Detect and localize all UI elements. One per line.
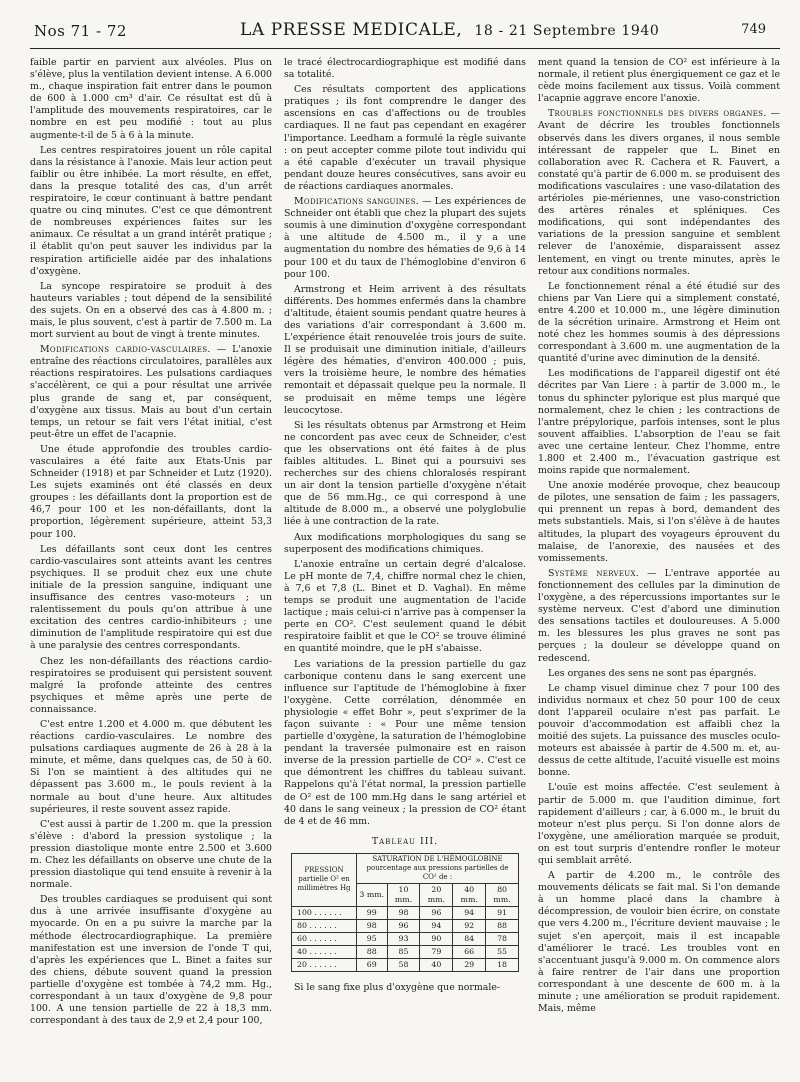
table-cell: 94 bbox=[453, 906, 486, 919]
article-columns bbox=[30, 57, 780, 1072]
paragraph bbox=[30, 344, 272, 441]
table-cell: 91 bbox=[486, 906, 519, 919]
journal-title: LA PRESSE MEDICALE, bbox=[240, 20, 463, 40]
table-cell: 78 bbox=[486, 932, 519, 945]
paragraph-text: — L'entrave apportée au fonctionnement des cellules par la diminution de l'oxygène, a des répercussions importantes sur le système nerveux. C'est d'abord une diminution des sensations tactiles et douloureuses. A 5.000 m. les blessures les plus graves ne sont pas perçues ; la douleur se développe quand on redescend. bbox=[538, 567, 780, 664]
paragraph: Si le sang fixe plus d'oxygène que normale- bbox=[294, 981, 501, 993]
paragraph: Les organes des sens ne sont pas épargnés. bbox=[548, 667, 757, 679]
table-cell: 98 bbox=[387, 906, 420, 919]
table-cell: 79 bbox=[420, 945, 453, 958]
column-2 bbox=[284, 57, 526, 1072]
table-row bbox=[292, 932, 519, 945]
paragraph-text: — Avant de décrire les troubles fonctionnels observés dans les divers organes, il nous semble intéressant de rappeler que L. Binet en collaboration avec R. Cachera et R. Fauvert, a constaté qu'à partir de 6.000 m. se produisent des modifications vasculaires : une vaso-dilatation des artérioles pie-mériennes, une vaso-constriction des artères rénales et spléniques. Ces modifications, qui sont indépendantes des variations de la pression sanguine et semblent relever de l'anoxémie, disparaissent assez lentement, en vingt ou trente minutes, après le retour aux conditions normales. bbox=[538, 108, 780, 277]
paragraph: Aux modifications morphologiques du sang se superposent des modifications chimiques. bbox=[284, 531, 526, 555]
table-cell: 95 bbox=[357, 932, 388, 945]
paragraph: Ces résultats comportent des applications pratiques ; ils font comprendre le danger des ascensions en cas d'affections ou de troubles cardiaques. Il ne faut pas cependant en exagérer l'importance. Leedham a formulé la règle suivante : on peut accepter comme pilote tout individu qui a été capable d'exécuter un travail physique pendant douze heures consécutives, sans avoir eu de réactions cardiaques anormales. bbox=[284, 84, 526, 192]
paragraph: A partir de 4.200 m., le contrôle des mouvements délicats se fait mal. Si l'on demande à un homme placé dans la chambre à décompression, de vouloir bien écrire, on constate que vers 4.200 m., l'écriture devient mauvaise ; le sujet s'en aperçoit, mais il est incapable d'améliorer le tracé. Les troubles vont en s'accentuant jusqu'à 9.000 m. On commence alors à faire rentrer de l'air dans une proportion correspondant à une descente de 600 m. à la minute ; une amélioration se produit rapidement. Mais, même bbox=[538, 870, 780, 1015]
paragraph-text: — Les expériences de Schneider ont établi que chez la plupart des sujets soumis à une diminution d'oxygène correspondant à une altitude de 4.500 m., il y a une augmentation du nombre des hématies de 9,6 à 14 pour 100 et du taux de l'hémoglobine d'environ 6 pour 100. bbox=[284, 196, 526, 280]
table-cell: 29 bbox=[453, 958, 486, 971]
journal-title-line bbox=[240, 20, 659, 40]
paragraph: Armstrong et Heim arrivent à des résultats différents. Des hommes enfermés dans la chambre d'altitude, étaient soumis pendant quatre heures à des variations d'air correspondant à 3.600 m. L'expérience était renouvelée trois jours de suite. Il se produisait une diminution initiale, d'ailleurs légère des hématies, d'environ 400.000 ; puis, vers la troisième heure, le nombre des hématies remontait et dépassait quelque peu la normale. Il se produisait en même temps une légère leucocytose. bbox=[284, 283, 526, 416]
table-cell: 93 bbox=[387, 932, 420, 945]
page-number: 749 bbox=[741, 22, 766, 37]
table-cell: 69 bbox=[357, 958, 388, 971]
table-row bbox=[292, 945, 519, 958]
table-cell: 84 bbox=[453, 932, 486, 945]
paragraph: Une étude approfondie des troubles cardio-vasculaires a été faite aux Etats-Unis par Schneider (1918) et par Schneider et Lutz (1920). Les sujets examinés ont été classés en deux groupes : les défaillants dont la proportion est de 46,7 pour 100 et les non-défaillants, dont la proportion, légèrement supérieure, atteint 53,3 pour 100. bbox=[30, 443, 272, 540]
issue-date: 18 - 21 Septembre 1940 bbox=[474, 23, 660, 39]
paragraph: La syncope respiratoire se produit à des hauteurs variables ; tout dépend de la sensibilité des sujets. On en a observé des cas à 4.800 m. ; mais, le plus souvent, c'est à partir de 7.500 m. La mort survient au bout de vingt à trente minutes. bbox=[30, 280, 272, 341]
paragraph: Les modifications de l'appareil digestif ont été décrites par Van Liere : à partir de 3.000 m., le tonus du sphincter pylorique est plus marqué que normalement, chez le chien ; les contractions de l'antre prépylorique, parfois intenses, sont le plus souvent affaiblies. L'absorption de l'eau se fait avec une certaine lenteur. Chez l'homme, entre 1.800 et 2.400 m., l'évacuation gastrique est moins rapide que normalement. bbox=[538, 368, 780, 477]
table-cell: 100 . . . . . . bbox=[292, 906, 357, 919]
paragraph: Si les résultats obtenus par Armstrong et Heim ne concordent pas avec ceux de Schneider, c'est que les observations ont été faites à de plus faibles altitudes. L. Binet qui a poursuivi ses recherches sur des chiens chloralosés respirant un air dont la tension partielle d'oxygène n'était que de 56 mm.Hg., ce qui correspond à une altitude de 8.000 m., a observé une polyglobulie liée à une contraction de la rate. bbox=[284, 419, 526, 528]
paragraph: Le champ visuel diminue chez 7 pour 100 des individus normaux et chez 50 pour 100 de ceux dont l'appareil oculaire n'est pas parfait. Le pouvoir d'accommodation est affaibli chez la moitié des sujets. La puissance des muscles oculo-moteurs est abaissée à partir de 4.500 m. et, au-dessus de cette altitude, l'acuité visuelle est moins bonne. bbox=[538, 682, 780, 779]
section-heading: Troubles fonctionnels des divers organes. bbox=[548, 108, 767, 120]
column-1 bbox=[30, 57, 272, 1072]
table-row bbox=[292, 906, 519, 919]
paragraph: L'ouïe est moins affectée. C'est seulement à partir de 5.000 m. que l'audition diminue, fort rapidement d'ailleurs ; car, à 6.000 m., le bruit du moteur n'est plus perçu. Si l'on donne alors de l'oxygène, une amélioration marquée se produit, on est tout surpris d'entendre ronfler le moteur qui semblait arrêté. bbox=[538, 782, 780, 866]
column-3 bbox=[538, 57, 780, 1072]
issue-number: Nos 71 - 72 bbox=[34, 22, 127, 40]
table-row bbox=[292, 958, 519, 971]
table-cell: 90 bbox=[420, 932, 453, 945]
table-cell: 88 bbox=[357, 945, 388, 958]
table-cell: 55 bbox=[486, 945, 519, 958]
table-header-co2: 3 mm. bbox=[357, 883, 388, 906]
table-cell: 20 . . . . . . bbox=[292, 958, 357, 971]
paragraph: Chez les non-défaillants des réactions cardio-respiratoires se produisent qui persistent souvent malgré la profonde atteinte des centres psychiques et même après une perte de connaissance. bbox=[30, 655, 272, 715]
table-cell: 40 . . . . . . bbox=[292, 945, 357, 958]
page-header bbox=[30, 18, 780, 49]
table-cell: 80 . . . . . . bbox=[292, 919, 357, 932]
paragraph: Une anoxie modérée provoque, chez beaucoup de pilotes, une sensation de faim ; les passagers, qui prennent un repas à bord, demandent des mets substantiels. Mais, si l'on s'élève à de hautes altitudes, la plupart des voyageurs éprouvent du malaise, de l'anorexie, des nausées et des vomissements. bbox=[538, 480, 780, 564]
table-cell: 85 bbox=[387, 945, 420, 958]
paragraph: ment quand la tension de CO² est inférieure à la normale, il retient plus énergiquement ce gaz et le cède moins facilement aux tissus. Voilà comment l'acapnie aggrave encore l'anoxie. bbox=[538, 57, 780, 105]
table-cell: 96 bbox=[387, 919, 420, 932]
table-header-co2: 40 mm. bbox=[453, 883, 486, 906]
table-header-saturation: SATURATION DE L'HÉMOGLOBINE pourcentage aux pressions partielles de CO² de : bbox=[357, 853, 519, 883]
table-cell: 60 . . . . . . bbox=[292, 932, 357, 945]
table-cell: 92 bbox=[453, 919, 486, 932]
table-cell: 98 bbox=[357, 919, 388, 932]
table-cell: 96 bbox=[420, 906, 453, 919]
table-cell: 66 bbox=[453, 945, 486, 958]
paragraph: le tracé électrocardiographique est modifié dans sa totalité. bbox=[284, 57, 526, 81]
section-heading: Système nerveux. bbox=[548, 567, 640, 579]
table-cell: 40 bbox=[420, 958, 453, 971]
table-header-co2: 20 mm. bbox=[420, 883, 453, 906]
paragraph: C'est aussi à partir de 1.200 m. que la pression s'élève : d'abord la pression systolique ; la pression diastolique monte entre 2.500 et 3.600 m. Chez les défaillants on observe une chute de la pression diastolique qui tend ensuite à revenir à la normale. bbox=[30, 818, 272, 891]
paragraph bbox=[284, 196, 526, 281]
paragraph: Des troubles cardiaques se produisent qui sont dus à une arrivée insuffisante d'oxygène au myocarde. On en a pu suivre la marche par la méthode électrocardiographique. La première manifestation est une inversion de l'onde T qui, d'après les expériences que L. Binet a faites sur des chiens, débute souvent quand la pression partielle d'oxygène est tombée à 74,2 mm. Hg., correspondant à un taux d'oxygène de 9,8 pour 100. A une tension partielle de 22 à 18,3 mm. correspondant à des taux de 2,9 et 2,4 pour 100, bbox=[30, 894, 272, 1027]
paragraph: L'anoxie entraîne un certain degré d'alcalose. Le pH monte de 7,4, chiffre normal chez le chien, à 7,6 et 7,8 (L. Binet et D. Vaghal). En même temps se produit une augmentation de l'acide lactique ; mais celui-ci n'arrive pas à compenser la perte en CO². C'est seulement quand le débit respiratoire faiblit et que le CO² se trouve éliminé en quantité moindre, que le pH s'abaisse. bbox=[284, 558, 526, 655]
table-header-co2: 10 mm. bbox=[387, 883, 420, 906]
table-caption: Tableau III. bbox=[371, 835, 439, 847]
paragraph: Les variations de la pression partielle du gaz carbonique contenu dans le sang exercent une influence sur l'aptitude de l'hémoglobine à fixer l'oxygène. Cette corrélation, dénommée en physiologie « effet Bohr », peut s'exprimer de la façon suivante : « Pour une même tension partielle d'oxygène, la saturation de l'hémoglobine pendant la traversée pulmonaire est en raison inverse de la pression partielle de CO² ». C'est ce que démontrent les chiffres du tableau suivant. Rappelons qu'à l'état normal, la pression partielle de O² est de 100 mm.Hg dans le sang artériel et 40 dans le sang veineux ; la pression de CO² étant de 4 et de 46 mm. bbox=[284, 658, 526, 827]
saturation-table bbox=[291, 853, 519, 972]
section-heading: Modifications cardio-vasculaires. bbox=[40, 344, 211, 356]
table-header-co2: 80 mm. bbox=[486, 883, 519, 906]
paragraph: Les centres respiratoires jouent un rôle capital dans la résistance à l'anoxie. Mais leur action peut faiblir ou être inhibée. La mort résulte, en effet, dans la presque totalité des cas, d'un arrêt respiratoire, le cœur continuant à battre pendant quatre ou cinq minutes. C'est ce que démontrent de nombreuses expériences faites sur les animaux. Ce résultat a un grand intérêt pratique ; il établit qu'on peut sauver les individus par la respiration artificielle aidée par des inhalations d'oxygène. bbox=[30, 144, 272, 277]
paragraph: Le fonctionnement rénal a été étudié sur des chiens par Van Liere qui a simplement constaté, entre 4.200 et 10.000 m., une légère diminution de la sécrétion urinaire. Armstrong et Heim ont noté chez les hommes soumis à des dépressions correspondant à 3.600 m. une augmentation de la quantité d'urine avec diminution de la densité. bbox=[538, 280, 780, 365]
paragraph bbox=[538, 568, 780, 665]
table-cell: 99 bbox=[357, 906, 388, 919]
paragraph: Les défaillants sont ceux dont les centres cardio-vasculaires sont atteints avant les centres psychiques. Il se produit chez eux une chute initiale de la pression sanguine, indiquant une insuffisance des centres vaso-moteurs ; un ralentissement du pouls qu'on attribue à une excitation des centres cardio-inhibiteurs ; une diminution de l'amplitude respiratoire qui est due à une paralysie des centres correspondants. bbox=[30, 543, 272, 652]
table-cell: 88 bbox=[486, 919, 519, 932]
table-row bbox=[292, 919, 519, 932]
paragraph bbox=[538, 108, 780, 277]
table-header-pressure: PRESSION partielle O² en millimètres Hg bbox=[292, 853, 357, 906]
paragraph: C'est entre 1.200 et 4.000 m. que débutent les réactions cardio-vasculaires. Le nombre des pulsations cardiaques augmente de 26 à 28 à la minute, et même, dans quelques cas, de 50 à 60. Si l'on se maintient à des altitudes qui ne dépassent pas 3.600 m., le pouls revient à la normale au bout d'une heure. Aux altitudes supérieures, il reste souvent assez rapide. bbox=[30, 718, 272, 815]
paragraph: faible partir en parvient aux alvéoles. Plus on s'élève, plus la ventilation devient intense. A 6.000 m., chaque inspiration fait entrer dans le poumon de 600 à 1.000 cm³ d'air. Ce résultat est dû à l'amplitude des mouvements respiratoires, car le nombre en est peu modifié : tout au plus augmente-t-il de 5 à 6 à la minute. bbox=[30, 57, 272, 141]
section-heading: Modifications sanguines. bbox=[294, 196, 420, 208]
table-cell: 94 bbox=[420, 919, 453, 932]
table-cell: 18 bbox=[486, 958, 519, 971]
paragraph-text: — L'anoxie entraîne des réactions circulatoires, parallèles aux réactions respiratoires. Les pulsations cardiaques s'accélèrent, ce qui a pour résultat une arrivée plus grande de sang et, par conséquent, d'oxygène aux tissus. Mais au bout d'un certain temps, un retour se fait vers l'état initial, c'est peut-être un effet de l'acapnie. bbox=[30, 344, 272, 440]
table-cell: 58 bbox=[387, 958, 420, 971]
